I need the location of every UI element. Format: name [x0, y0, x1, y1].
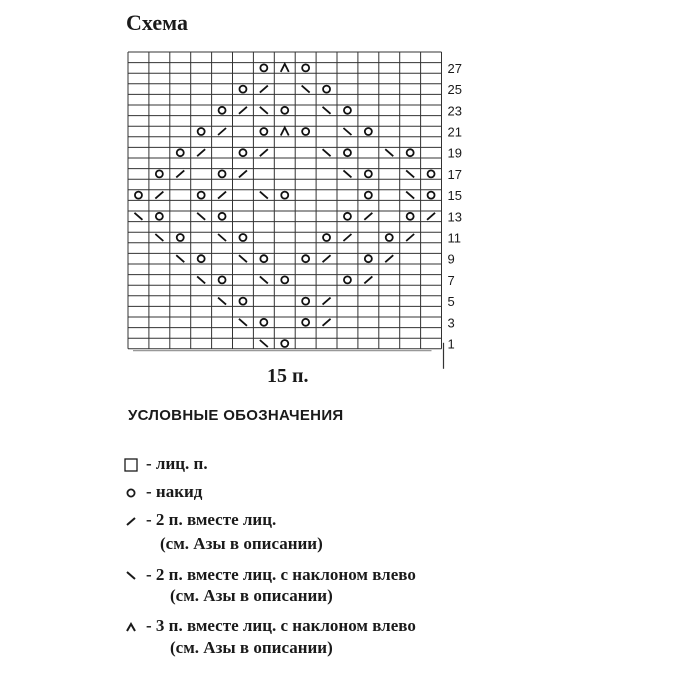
k2tog-left-mark — [218, 234, 226, 241]
row-number-label: 1 — [447, 336, 455, 352]
k2tog-left-mark — [385, 149, 393, 156]
yarn-over-mark — [260, 319, 267, 326]
k2tog-left-mark — [302, 86, 310, 93]
k2tog-mark — [406, 234, 414, 241]
yarn-over-mark — [344, 276, 351, 283]
row-number-label: 13 — [447, 209, 462, 225]
k2tog-mark — [239, 170, 247, 177]
k2tog-left-mark — [260, 340, 268, 347]
square-icon — [124, 458, 138, 472]
k2tog-mark — [364, 213, 372, 220]
k2tog-icon — [124, 514, 138, 528]
k2tog-mark — [385, 255, 393, 262]
yarn-over-mark — [365, 170, 372, 177]
legend-item-knit — [124, 454, 208, 474]
yarn-over-mark — [344, 149, 351, 156]
yarn-over-mark — [365, 255, 372, 262]
row-number-label: 3 — [447, 315, 455, 331]
row-number-label: 27 — [447, 60, 462, 76]
k3tog-icon — [124, 620, 138, 634]
row-number-label: 7 — [447, 272, 455, 288]
yarn-over-mark — [156, 170, 163, 177]
row-number-label: 19 — [447, 145, 462, 161]
legend-item-k3tog — [124, 616, 416, 636]
yarn-over-mark — [302, 319, 309, 326]
k3tog-mark — [281, 64, 289, 72]
yarn-over-icon — [124, 486, 138, 500]
yarn-over-mark — [428, 170, 435, 177]
legend-text: - 2 п. вместе лиц. с наклоном влево — [146, 565, 416, 584]
yarn-over-mark — [365, 192, 372, 199]
yarn-over-mark — [344, 107, 351, 114]
row-number-label: 15 — [447, 188, 462, 204]
yarn-over-mark — [239, 298, 246, 305]
yarn-over-mark — [135, 192, 142, 199]
k2tog-mark — [260, 149, 268, 156]
chart-title: Схема — [126, 10, 188, 35]
yarn-over-mark — [219, 276, 226, 283]
legend-item-k2tog-left — [124, 565, 416, 585]
yarn-over-mark — [239, 234, 246, 241]
legend-item-yarn-over — [124, 482, 202, 502]
legend-note: (см. Азы в описании) — [170, 586, 333, 605]
yarn-over-mark — [302, 128, 309, 135]
k2tog-left-mark — [406, 192, 414, 199]
yarn-over-mark — [281, 340, 288, 347]
yarn-over-mark — [302, 64, 309, 71]
yarn-over-mark — [198, 255, 205, 262]
row-number-label: 11 — [447, 230, 461, 246]
yarn-over-mark — [156, 213, 163, 220]
k3tog-mark — [281, 128, 289, 136]
k2tog-mark — [155, 192, 163, 199]
yarn-over-mark — [219, 107, 226, 114]
k2tog-left-mark — [176, 255, 184, 262]
yarn-over-mark — [323, 86, 330, 93]
yarn-over-mark — [428, 192, 435, 199]
k2tog-left-mark — [343, 128, 351, 135]
yarn-over-mark — [407, 149, 414, 156]
k2tog-left-mark — [323, 107, 331, 114]
k2tog-mark — [323, 298, 331, 305]
k2tog-mark — [218, 128, 226, 135]
yarn-over-mark — [386, 234, 393, 241]
row-number-label: 17 — [447, 166, 462, 182]
yarn-over-mark — [407, 213, 414, 220]
k2tog-mark — [260, 86, 268, 93]
k2tog-mark — [343, 234, 351, 241]
k2tog-mark — [323, 255, 331, 262]
yarn-over-mark — [344, 213, 351, 220]
k2tog-left-mark — [197, 276, 205, 283]
stitch-count-label: 15 п. — [267, 365, 309, 387]
row-number-label: 23 — [447, 103, 462, 119]
legend-heading: УСЛОВНЫЕ ОБОЗНАЧЕНИЯ — [128, 407, 344, 424]
k2tog-left-mark — [155, 234, 163, 241]
k2tog-mark — [218, 192, 226, 199]
k2tog-left-mark — [134, 213, 142, 220]
yarn-over-mark — [260, 255, 267, 262]
k2tog-left-icon — [124, 569, 138, 583]
yarn-over-mark — [198, 128, 205, 135]
k2tog-left-mark — [260, 107, 268, 114]
k2tog-mark — [427, 213, 435, 220]
yarn-over-mark — [260, 64, 267, 71]
yarn-over-mark — [219, 170, 226, 177]
k2tog-mark — [197, 149, 205, 156]
k2tog-left-mark — [260, 192, 268, 199]
yarn-over-mark — [281, 107, 288, 114]
legend-item-k2tog — [124, 510, 276, 530]
legend-text: - лиц. п. — [146, 454, 208, 473]
legend-note: (см. Азы в описании) — [170, 638, 333, 657]
k2tog-mark — [323, 319, 331, 326]
k2tog-left-mark — [239, 319, 247, 326]
k2tog-left-mark — [218, 298, 226, 305]
k2tog-mark — [176, 170, 184, 177]
yarn-over-mark — [260, 128, 267, 135]
k2tog-left-mark — [197, 213, 205, 220]
row-number-label: 9 — [447, 251, 455, 267]
yarn-over-mark — [323, 234, 330, 241]
k2tog-left-mark — [239, 255, 247, 262]
k2tog-left-mark — [323, 149, 331, 156]
yarn-over-mark — [239, 86, 246, 93]
yarn-over-mark — [365, 128, 372, 135]
yarn-over-mark — [177, 149, 184, 156]
k2tog-mark — [239, 107, 247, 114]
yarn-over-mark — [239, 149, 246, 156]
legend-text: - накид — [146, 482, 203, 501]
row-number-label: 21 — [447, 124, 462, 140]
row-number-label: 25 — [447, 82, 462, 98]
yarn-over-mark — [198, 192, 205, 199]
yarn-over-mark — [177, 234, 184, 241]
k2tog-left-mark — [260, 276, 268, 283]
k2tog-left-mark — [406, 170, 414, 177]
yarn-over-mark — [219, 213, 226, 220]
yarn-over-mark — [302, 298, 309, 305]
legend-note: (см. Азы в описании) — [160, 534, 323, 553]
yarn-over-mark — [281, 276, 288, 283]
legend-text: - 3 п. вместе лиц. с наклоном влево — [146, 616, 416, 635]
k2tog-left-mark — [343, 170, 351, 177]
row-number-label: 5 — [447, 294, 455, 310]
legend-text: - 2 п. вместе лиц. — [146, 510, 277, 529]
yarn-over-mark — [281, 192, 288, 199]
k2tog-mark — [364, 276, 372, 283]
yarn-over-mark — [302, 255, 309, 262]
